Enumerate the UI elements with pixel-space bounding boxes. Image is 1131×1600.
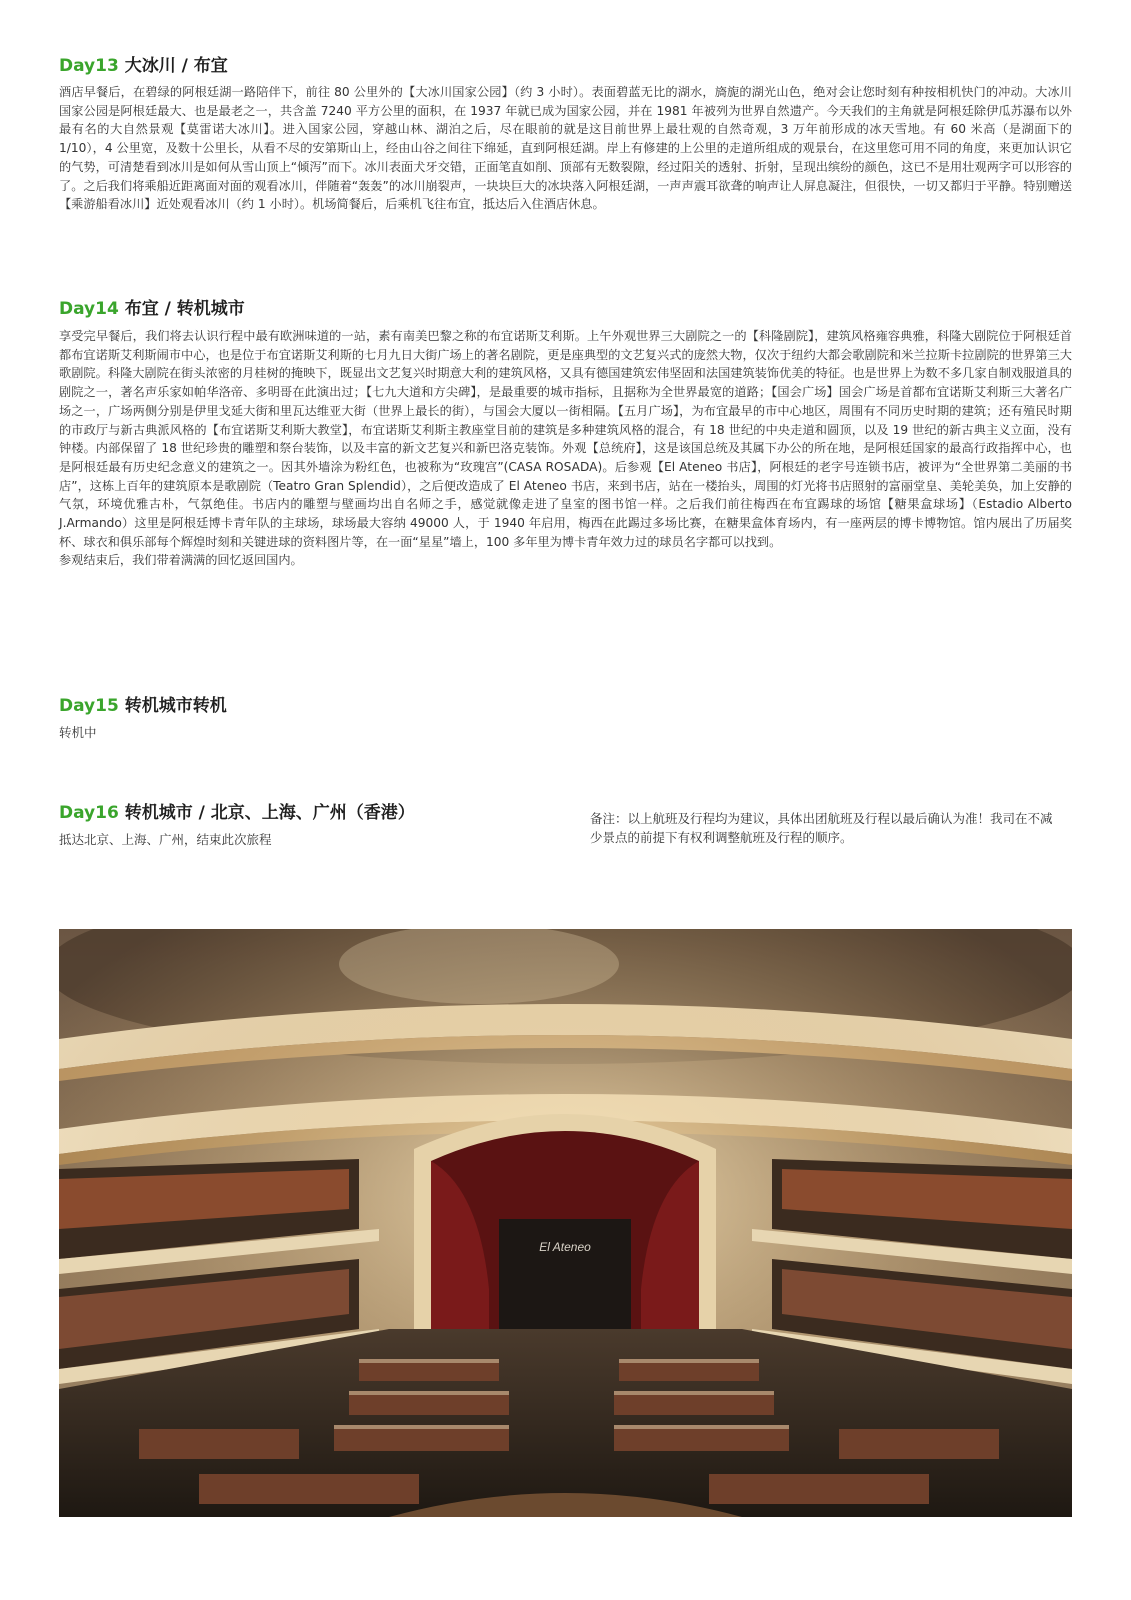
day14-description bbox=[59, 327, 1072, 570]
day15-title: 转机城市转机 bbox=[124, 696, 227, 716]
itinerary-note: 备注：以上航班及行程均为建议，具体出团航班及行程以最后确认为准！我司在不减少景点的前提下有权利调整航班及行程的顺序。 bbox=[590, 811, 1053, 845]
day15-description: 转机中 bbox=[59, 725, 97, 740]
day14-number: Day14 bbox=[59, 299, 119, 319]
day15-heading bbox=[59, 695, 227, 717]
day15-number: Day15 bbox=[59, 696, 119, 716]
day16-title: 转机城市 / 北京、上海、广州（香港） bbox=[124, 803, 415, 823]
day14-paragraph-closing: 参观结束后，我们带着满满的回忆返回国内。 bbox=[59, 553, 303, 568]
day14-paragraph: 享受完早餐后，我们将去认识行程中最有欧洲味道的一站，素有南美巴黎之称的布宜诺斯艾利斯。上午外观世界三大剧院之一的【科隆剧院】，建筑风格雍容典雅，科隆大剧院位于阿根廷首都布宜诺斯艾利斯闹市中心，也是位于布宜诺斯艾利斯的七月九日大街广场上的著名剧院，更是座典型的文艺复兴式的庞然大物，仅次于纽约大都会歌剧院和米兰拉斯卡拉剧院的世界第三大歌剧院。科隆大剧院在街头浓密的月桂树的掩映下，既显出文艺复兴时期意大利的建筑风格，又具有德国建筑宏伟坚固和法国建筑装饰优美的特征。也是世界上为数不多几家自制戏服道具的剧院之一，著名声乐家如帕华洛帝、多明哥在此演出过；【七九大道和方尖碑】，是最重要的城市指标，且据称为全世界最宽的道路；【国会广场】国会广场是首都布宜诺斯艾利斯三大著名广场之一，广场两侧分别是伊里戈延大街和里瓦达维亚大街（世界上最长的街），与国会大厦以一街相隔。【五月广场】，为布宜最早的市中心地区，周围有不同历史时期的建筑；还有殖民时期的市政厅与新古典派风格的【布宜诺斯艾利斯大教堂】，布宜诺斯艾利斯主教座堂目前的建筑是多种建筑风格的混合，有 18 世纪的中央走道和圆顶，以及 19 世纪的新古典主义立面，没有钟楼。内部保留了 18 世纪珍贵的雕塑和祭台装饰，以及丰富的新文艺复兴和新巴洛克装饰。外观【总统府】，这是该国总统及其属下办公的所在地，是阿根廷国家的最高行政指挥中心，也是阿根廷最有历史纪念意义的建筑之一。因其外墙涂为粉红色，也被称为“玫瑰宫”(CASA ROSADA)。后参观【El Ateneo 书店】，阿根廷的老字号连锁书店，被评为“全世界第二美丽的书店”，这栋上百年的建筑原本是歌剧院（Teatro Gran Splendid），之后便改造成了 El Ateneo 书店，来到书店，站在一楼抬头，周围的灯光将书店照射的富丽堂皇、美轮美奂，加上安静的气氛，环境优雅古朴，气氛绝佳。书店内的雕塑与壁画均出自名师之手，感觉就像走进了皇室的图书馆一样。之后我们前往梅西在布宜踢球的场馆【糖果盒球场】（Estadio Alberto J.Armando）这里是阿根廷博卡青年队的主球场，球场最大容纳 49000 人，于 1940 年启用，梅西在此踢过多场比赛，在糖果盒体育场内，有一座两层的博卡博物馆。馆内展出了历届奖杯、球衣和俱乐部每个辉煌时刻和关键进球的资料图片等，在一面“星星”墙上，100 多年里为博卡青年效力过的球员名字都可以找到。 bbox=[59, 329, 1072, 549]
day14-heading bbox=[59, 298, 245, 320]
day13-description bbox=[59, 83, 1072, 214]
day13-title: 大冰川 / 布宜 bbox=[124, 56, 228, 76]
day13-paragraph: 酒店早餐后，在碧绿的阿根廷湖一路陪伴下，前往 80 公里外的【大冰川国家公园】（约 3 小时）。表面碧蓝无比的湖水，旖旎的湖光山色，绝对会让您时刻有种按相机快门的冲动。大冰川国家公园是阿根廷最大、也是最老之一，共含盖 7240 平方公里的面积，在 1937 年就已成为国家公园，并在 1981 年被列为世界自然遗产。今天我们的主角就是阿根廷除伊瓜苏瀑布以外最有名的大自然景观【莫雷诺大冰川】。进入国家公园，穿越山林、湖泊之后，尽在眼前的就是这目前世界上最壮观的自然奇观，3 万年前形成的冰天雪地。有 60 米高（是湖面下的 1/10），4 公里宽，及数十公里长，从看不尽的安第斯山上，经由山谷之间往下绵延，直到阿根廷湖。岸上有修建的上公里的走道所组成的观景台，在这里您可用不同的角度，来更加认识它的气势，可清楚看到冰川是如何从雪山顶上“倾泻”而下。冰川表面犬牙交错，正面笔直如削、顶部有无数裂隙，经过阳关的透射、折射，呈现出缤纷的颜色，这已不是用壮观两字可以形容的了。之后我们将乘船近距离面对面的观看冰川，伴随着“轰轰”的冰川崩裂声，一块块巨大的冰块落入阿根廷湖，一声声震耳欲聋的响声让人屏息凝注，但很快，一切又都归于平静。特别赠送【乘游船看冰川】近处观看冰川（约 1 小时）。机场简餐后，后乘机飞往布宜，抵达后入住酒店休息。 bbox=[59, 85, 1072, 212]
day13-number: Day13 bbox=[59, 56, 119, 76]
stage-sign: El Ateneo bbox=[539, 1240, 591, 1254]
day13-heading bbox=[59, 55, 228, 77]
day16-description: 抵达北京、上海、广州，结束此次旅程 bbox=[59, 832, 272, 847]
itinerary-page bbox=[59, 0, 1072, 1600]
bookstore-illustration bbox=[59, 929, 1072, 1517]
day16-heading bbox=[59, 802, 415, 824]
bookstore-photo bbox=[59, 929, 1072, 1517]
day14-title: 布宜 / 转机城市 bbox=[124, 299, 245, 319]
day16-number: Day16 bbox=[59, 803, 119, 823]
